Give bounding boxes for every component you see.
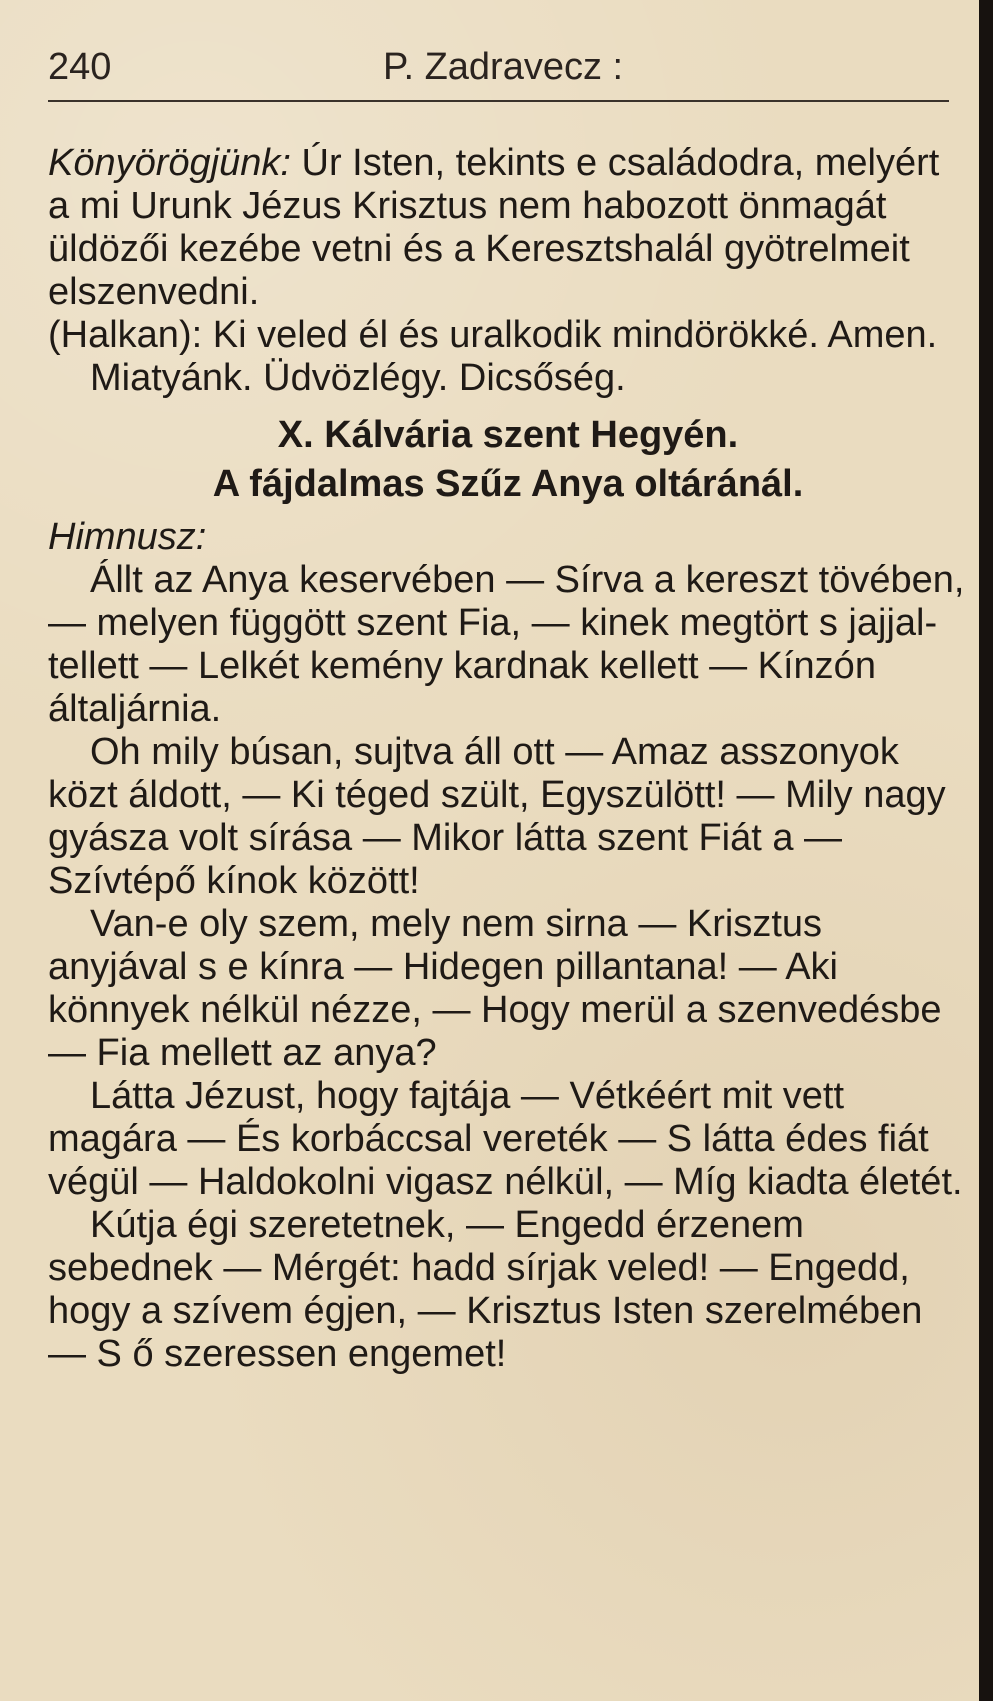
- running-head: P. Zadravecz :: [383, 46, 624, 88]
- page-content: [48, 142, 968, 1376]
- prayer-paragraph: [48, 142, 968, 314]
- section-title: X. Kálvária szent Hegyén.: [277, 414, 739, 456]
- prayer-label: Könyörögjünk:: [48, 142, 291, 184]
- section-subtitle: A fájdalmas Szűz Anya oltáránál.: [212, 463, 804, 505]
- halkan-text: Ki veled él és uralkodik mindörökké. Amen.: [212, 314, 938, 356]
- page-edge-shadow: [979, 0, 993, 1701]
- prayer-text: Úr Isten, tekints e családodra, melyért a mi Urunk Jézus Krisztus nem habozott önmagát üldözői kezébe vetni és a Keresztshalál gyötrelmeit elszenvedni.: [48, 142, 940, 313]
- hymn-stanza-2: Oh mily búsan, sujtva áll ott — Amaz asszonyok közt áldott, — Ki téged szült, Egyszülött! — Mily nagy gyásza volt sírása — Mikor látta szent Fiát a — Szívtépő kínok között!: [48, 731, 946, 902]
- hymn-stanza-4: Látta Jézust, hogy fajtája — Vétkéért mit vett magára — És korbáccsal vereték — S látta édes fiát végül — Haldokolni vigasz nélkül, — Míg kiadta életét.: [48, 1075, 963, 1203]
- spacer: [48, 506, 968, 516]
- prayers-line: Miatyánk. Üdvözlégy. Dicsőség.: [90, 357, 626, 399]
- hymn-stanza-1: Állt az Anya keservében — Sírva a kereszt tövében, — melyen függött szent Fia, — kinek megtört s jajjal-tellett — Lelkét kemény kardnak kellett — Kínzón általjárnia.: [48, 559, 965, 730]
- page-number: 240: [48, 46, 112, 88]
- hymn-stanza-5: Kútja égi szeretetnek, — Engedd érzenem sebednek — Mérgét: hadd sírjak veled! — Engedd, hogy a szívem égjen, — Krisztus Isten szerelmében — S ő szeressen engemet!: [48, 1204, 923, 1375]
- halkan-paragraph: [48, 314, 968, 357]
- hymn-label: Himnusz:: [48, 516, 207, 558]
- halkan-label: (Halkan):: [48, 314, 203, 356]
- hymn-stanza-3: Van-e oly szem, mely nem sirna — Krisztus anyjával s e kínra — Hidegen pillantana! — Aki könnyek nélkül nézze, — Hogy merül a szenvedésbe — Fia mellett az anya?: [48, 903, 942, 1074]
- spacer: [48, 400, 968, 406]
- page-header: [48, 42, 949, 102]
